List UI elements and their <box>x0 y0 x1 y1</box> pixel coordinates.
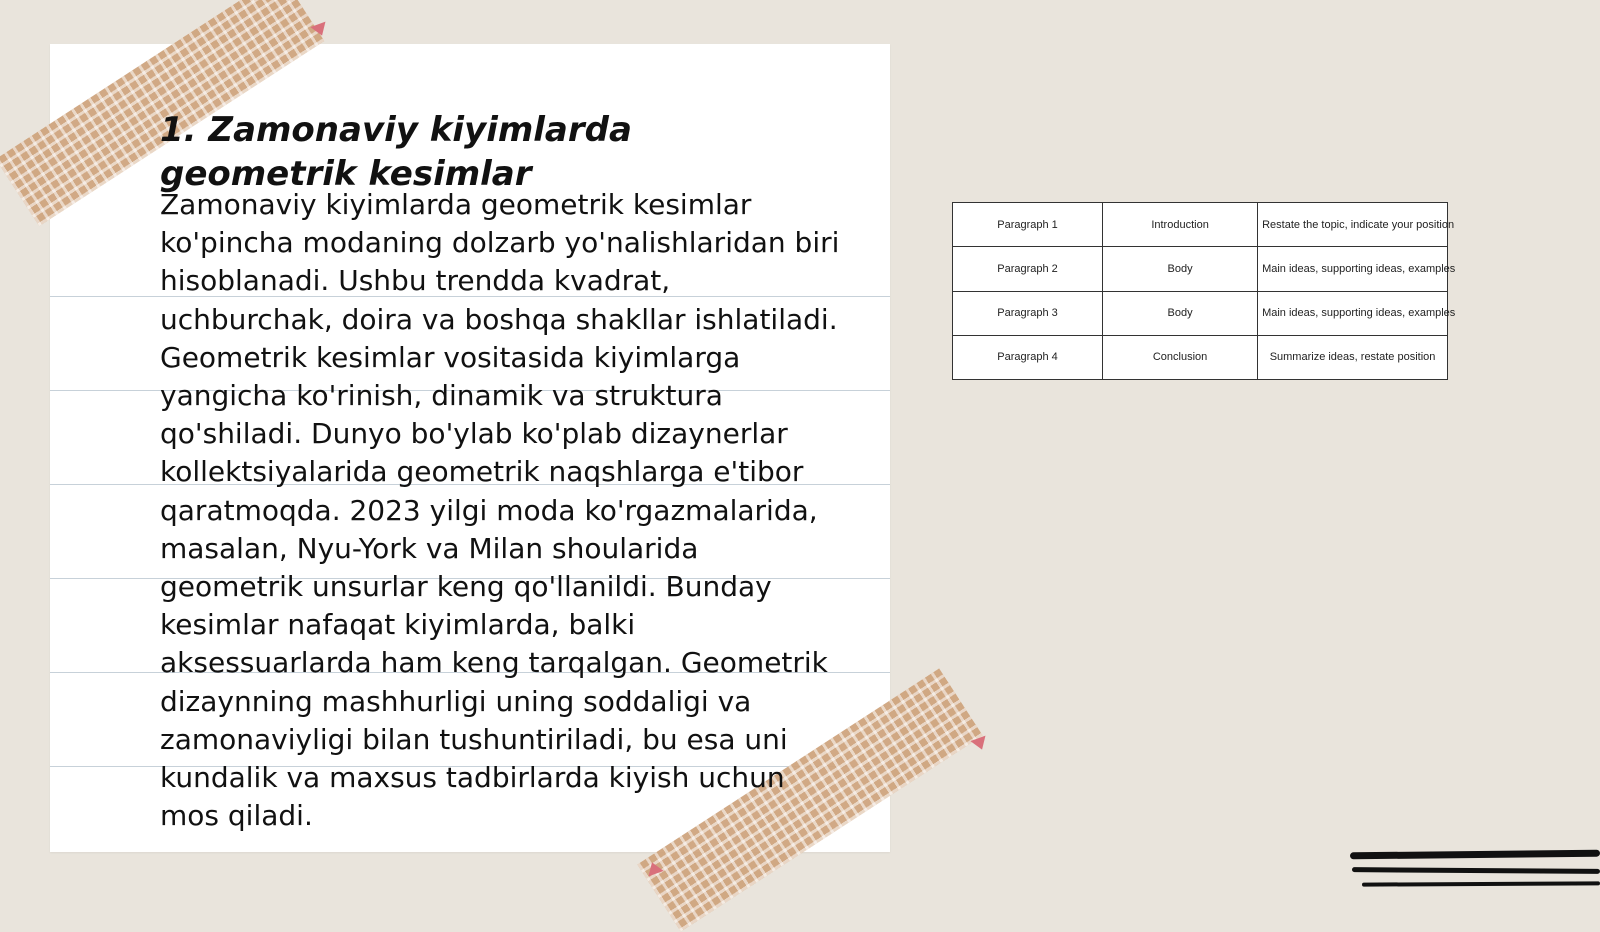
table-row <box>953 203 1448 247</box>
slide-title: 1. Zamonaviy kiyimlarda geometrik kesimlar <box>160 110 632 194</box>
table-cell: Summarize ideas, restate position <box>1258 335 1448 379</box>
table-cell: Introduction <box>1103 203 1258 247</box>
decorative-brush-stroke <box>1362 881 1600 886</box>
essay-structure-table <box>952 202 1456 380</box>
table-cell: Body <box>1103 291 1258 335</box>
table-row <box>953 247 1448 291</box>
decorative-brush-stroke <box>1352 867 1600 874</box>
table-cell: Paragraph 3 <box>953 291 1103 335</box>
decorative-brush-stroke <box>1350 850 1600 860</box>
table-row <box>953 291 1448 335</box>
slide-body-text: Zamonaviy kiyimlarda geometrik kesimlar ko'pincha modaning dolzarb yo'nalishlaridan biri hisoblanadi. Ushbu trendda kvadrat, uchburchak, doira va boshqa shakllar ishlatiladi. Geometrik kesimlar vositasida kiyimlarga yangicha ko'rinish, dinamik va struktura qo'shiladi. Dunyo bo'ylab ko'plab dizaynerlar kollektsiyalarida geometrik naqshlarga e'tibor qaratmoqda. 2023 yilgi moda ko'rgazmalarida, masalan, Nyu-York va Milan shoularida geometrik unsurlar keng qo'llanildi. Bunday kesimlar nafaqat kiyimlarda, balki aksessuarlarda ham keng tarqalgan. Geometrik dizaynning mashhurligi uning soddaligi va zamonaviyligi bilan tushuntiriladi, bu esa uni kundalik va maxsus tadbirlarda kiyish uchun mos qiladi. <box>160 188 840 833</box>
table-cell: Body <box>1103 247 1258 291</box>
table-row <box>953 335 1448 379</box>
table-cell: Conclusion <box>1103 335 1258 379</box>
table-cell: Paragraph 4 <box>953 335 1103 379</box>
table-cell: Paragraph 2 <box>953 247 1103 291</box>
table-cell: Restate the topic, indicate your position <box>1258 203 1448 247</box>
table-cell: Paragraph 1 <box>953 203 1103 247</box>
table-cell: Main ideas, supporting ideas, examples <box>1258 291 1448 335</box>
table-cell: Main ideas, supporting ideas, examples <box>1258 247 1448 291</box>
